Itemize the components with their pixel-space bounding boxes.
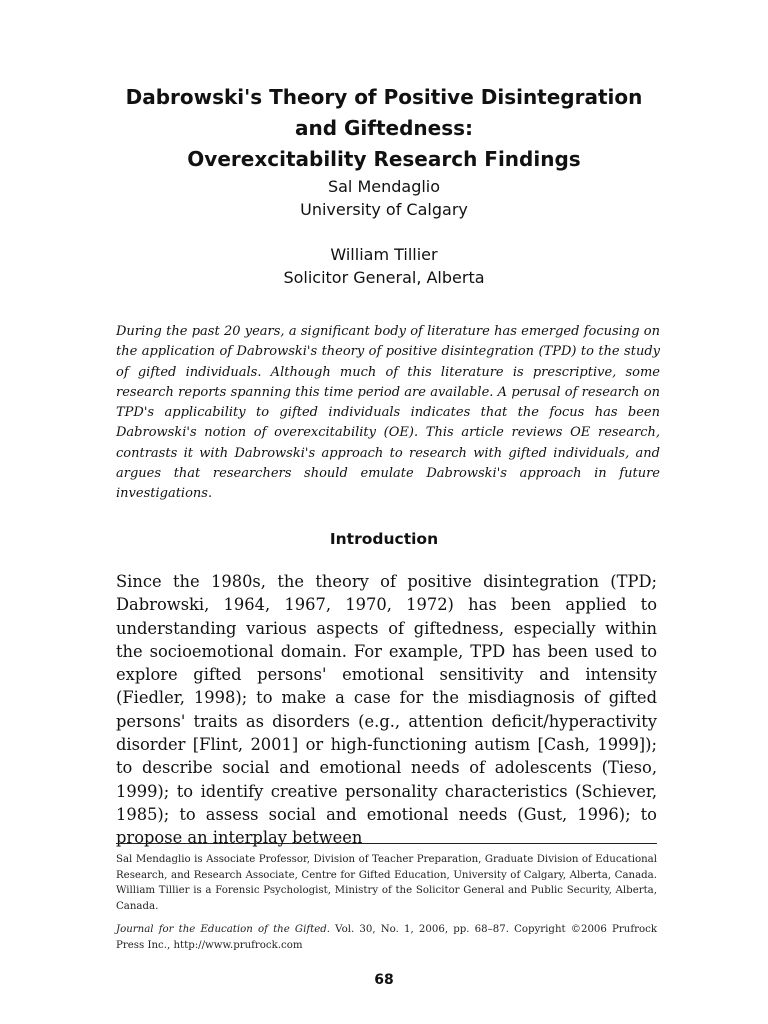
section-heading: Introduction [329,530,439,548]
article-title-line-2: and Giftedness: [294,116,474,140]
article-title-line-1: Dabrowski's Theory of Positive Disintegration [125,85,643,109]
author-name: Sal Mendaglio [327,177,441,196]
author-affiliation: University of Calgary [300,200,468,219]
footnote-divider [116,843,657,844]
author-affiliation: Solicitor General, Alberta [283,268,485,287]
abstract: During the past 20 years, a significant body of literature has emerged focusing on the application of Dabrowski's theory of positive disintegration (TPD) to the study of gifted individuals. Although much of this literature is prescriptive, some research reports spanning this time period are available. A perusal of research on TPD's applicability to gifted individuals indicates that the focus has been Dabrowski's notion of overexcitability (OE). This article reviews OE research, contrasts it with Dabrowski's approach to research with gifted individuals, and argues that researchers should emulate Dabrowski's approach in future investigations. [116,324,660,502]
article-title-line-3: Overexcitability Research Findings [187,147,581,171]
journal-name: Journal for the Education of the Gifted [116,924,327,935]
page-number: 68 [374,972,394,988]
author-footnote: Sal Mendaglio is Associate Professor, Division of Teacher Preparation, Graduate Division of Educational Research, and Research Associate, Centre for Gifted Education, University of Calgary, Alberta, Canada. William Tillier is a Forensic Psychologist, Ministry of the Solicitor General and Public Security, Alberta, Canada. [116,854,657,912]
author-name: William Tillier [330,245,438,264]
article-header [0,82,768,289]
body-paragraph: Since the 1980s, the theory of positive disintegration (TPD; Dabrowski, 1964, 1967, 1970, 1972) has been applied to understanding various aspects of giftedness, especially within the socioemotional domain. For example, TPD has been used to explore gifted persons' emotional sensitivity and intensity (Fiedler, 1998); to make a case for the misdiagnosis of gifted persons' traits as disorders (e.g., attention deficit/hyperactivity disorder [Flint, 2001] or high-functioning autism [Cash, 1999]); to describe social and emotional needs of adolescents (Tieso, 1999); to identify creative personality characteristics (Schiever, 1985); to assess social and emotional needs (Gust, 1996); to propose an interplay between [116,572,657,848]
citation-footnote [116,922,657,953]
citation-details: . Vol. 30, No. 1, 2006, pp. 68–87. Copyright ©2006 Prufrock Press Inc., http://www.prufrock.com [116,924,657,951]
